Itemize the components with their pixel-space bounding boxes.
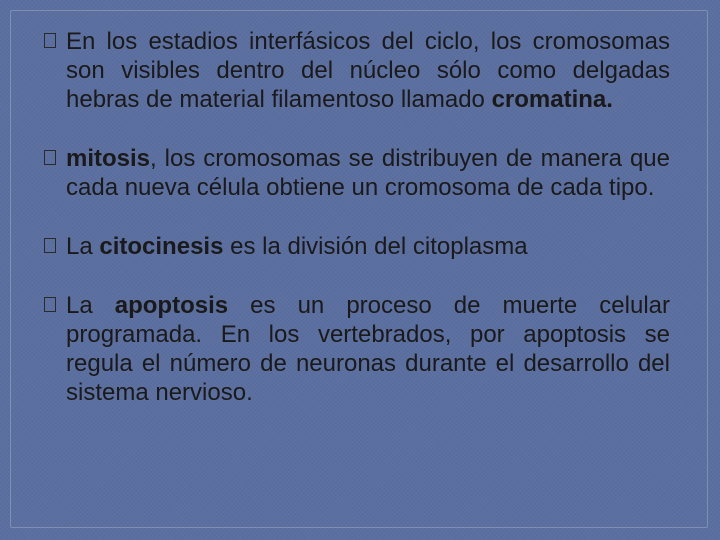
- text-citocinesis: es la división del citoplasma: [223, 233, 528, 260]
- text-mitosis: , los cromosomas se distribuyen de manera que cada nueva célula obtiene un cromosoma de cada tipo.: [66, 145, 670, 201]
- bullet-list: [44, 27, 670, 407]
- bullet-item-mitosis: [44, 144, 670, 202]
- text-citocinesis-prefix: La: [66, 233, 100, 260]
- term-mitosis: mitosis: [66, 145, 151, 172]
- text-interphase: En los estadios interfásicos del ciclo, los cromosomas son visibles dentro del núcleo sólo como delgadas hebras de material filamentoso llamado: [66, 28, 670, 113]
- term-apoptosis: apoptosis: [114, 292, 229, 319]
- square-box-icon: [44, 238, 56, 253]
- square-box-icon: [44, 33, 56, 48]
- bullet-item-apoptosis: [44, 291, 670, 407]
- square-box-icon: [44, 150, 56, 165]
- bullet-item-citocinesis: [44, 232, 670, 261]
- text-apoptosis: es un proceso de muerte celular programada. En los vertebrados, por apoptosis se regula el número de neuronas durante el desarrollo del sistema nervioso.: [66, 292, 670, 406]
- term-citocinesis: citocinesis: [99, 233, 224, 260]
- term-cromatina: cromatina.: [491, 86, 613, 113]
- square-box-icon: [44, 297, 56, 312]
- bullet-item-interphase: [44, 27, 670, 114]
- text-apoptosis-prefix: La: [66, 292, 115, 319]
